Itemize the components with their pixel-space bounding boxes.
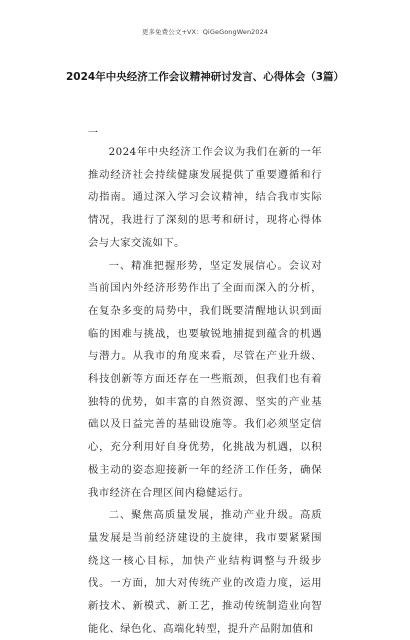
paragraph-intro: 2024年中央经济工作会议为我们在新的一年推动经济社会持续健康发展提供了重要遵循和行动指南。通过深入学习会议精神，结合我市实际情况，我进行了深刻的思考和研讨，现将心得体会与大家交流如下。 — [88, 146, 322, 249]
header-note: 更多免费公文+VX：QiGeGongWen2024 — [141, 28, 269, 36]
document-title: 2024年中央经济工作会议精神研讨发言、心得体会（3篇） — [65, 71, 345, 83]
paragraph-point-1: 一、精准把握形势，坚定发展信心。会议对当前国内外经济形势作出了全面而深入的分析，在复杂多变的局势中，我们既要清醒地认识到面临的困难与挑战，也要敏锐地捕捉到蕴含的机遇与潜力。从我市的角度来看，尽管在产业升级、科技创新等方面还存在一些瓶颈，但我们也有着独特的优势，如丰富的自然资源、坚实的产业基础以及日益完善的基础设施等。我们必须坚定信心，充分利用好自身优势，化挑战为机遇，以积极主动的姿态迎接新一年的经济工作任务，确保我市经济在合理区间内稳健运行。 — [88, 259, 322, 499]
document-body — [88, 141, 322, 640]
paragraph-point-2: 二、聚焦高质量发展，推动产业升级。高质量发展是当前经济建设的主旋律，我市要紧紧围绕这一核心目标，加快产业结构调整与升级步伐。一方面，加大对传统产业的改造力度，运用新技术、新模式、新工艺，推动传统制造业向智能化、绿色化、高端化转型，提升产品附加值和 — [88, 509, 322, 635]
section-number: 一 — [88, 128, 98, 139]
